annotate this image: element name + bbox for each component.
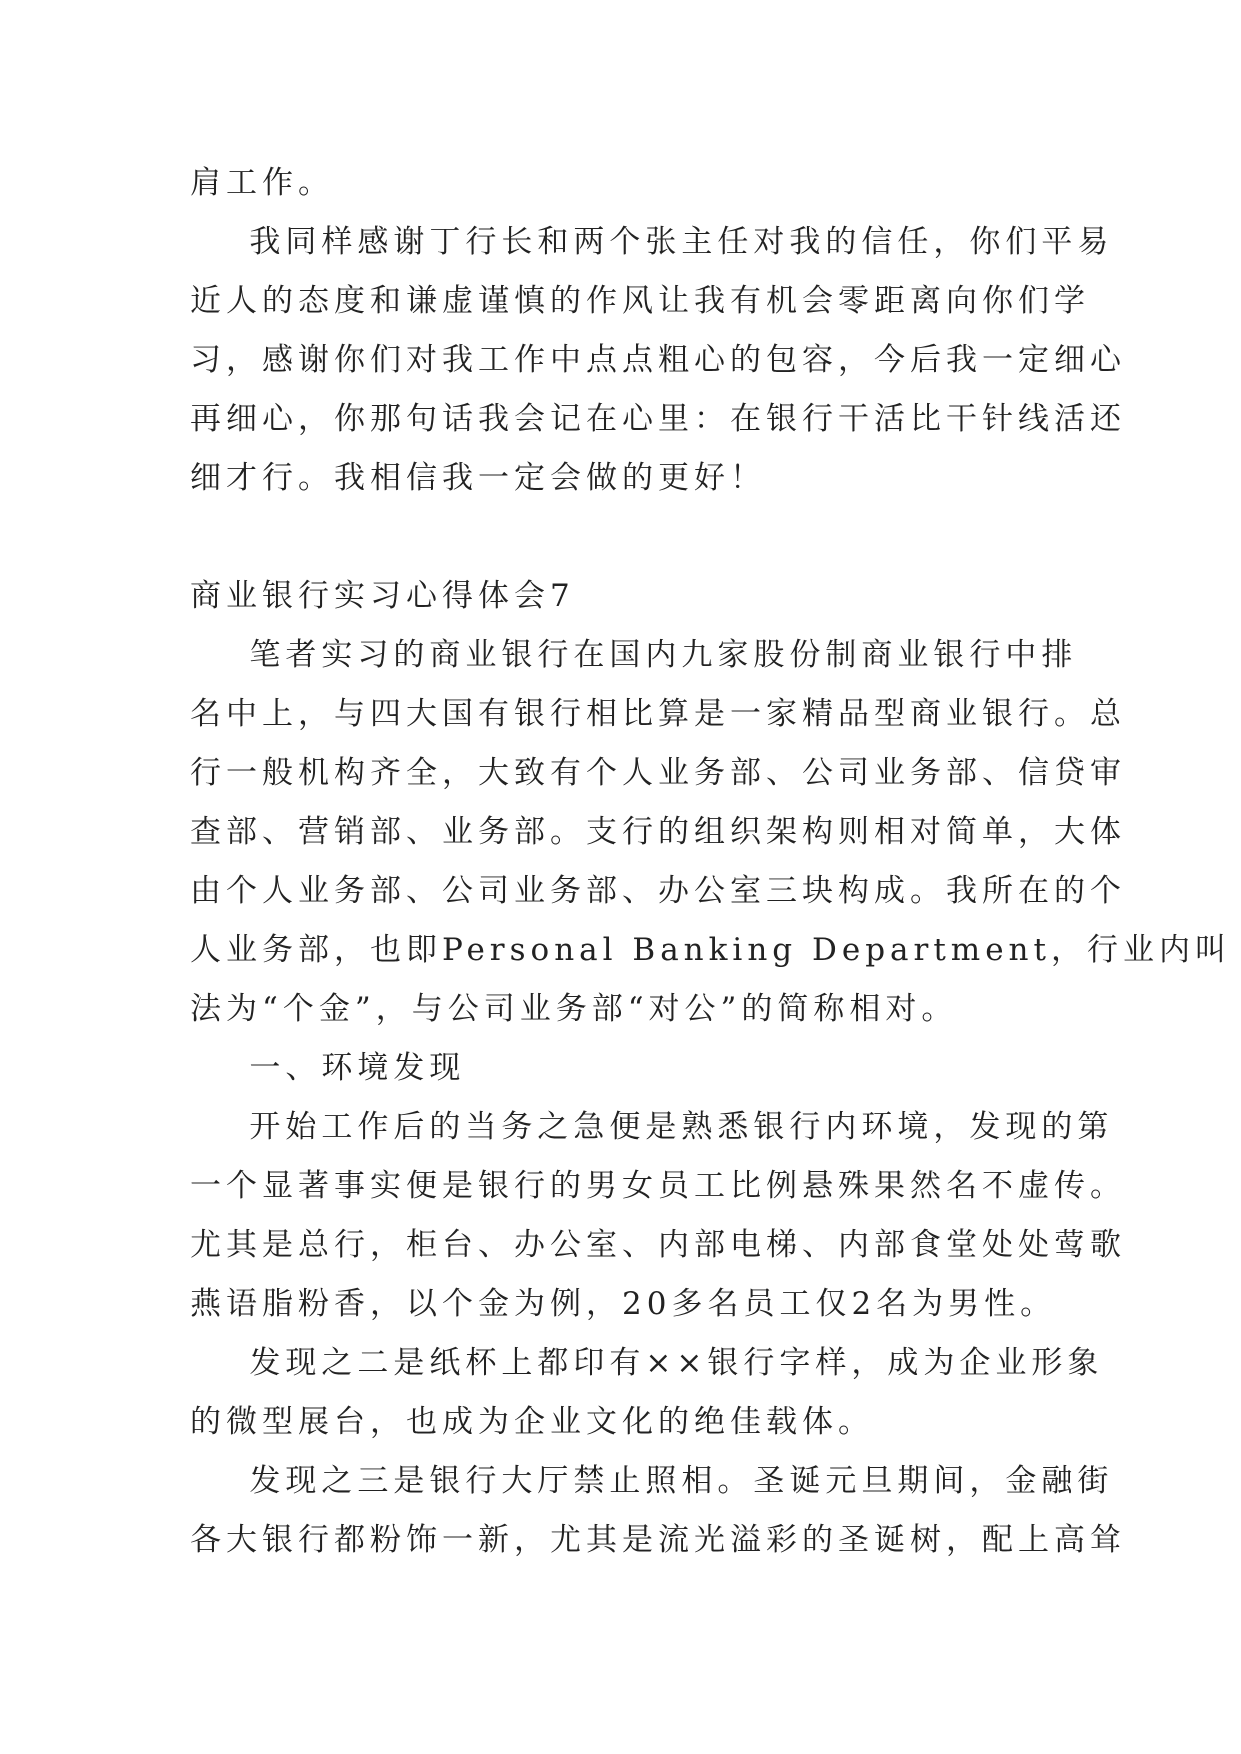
paragraph-line: 由个人业务部、公司业务部、办公室三块构成。我所在的个 <box>190 873 1126 909</box>
paragraph-line: 各大银行都粉饰一新，尤其是流光溢彩的圣诞树，配上高耸 <box>190 1522 1126 1558</box>
paragraph-line: 肩工作。 <box>190 165 334 201</box>
paragraph-line: 尤其是总行，柜台、办公室、内部电梯、内部食堂处处莺歌 <box>190 1227 1126 1263</box>
subheading: 一、环境发现 <box>190 1050 466 1086</box>
paragraph-line: 发现之三是银行大厅禁止照相。圣诞元旦期间，金融街 <box>190 1463 1114 1499</box>
paragraph-line: 人业务部，也即Personal Banking Department，行业内叫 <box>190 932 1231 968</box>
paragraph-line: 查部、营销部、业务部。支行的组织架构则相对简单，大体 <box>190 814 1126 850</box>
paragraph-line: 细才行。我相信我一定会做的更好！ <box>190 460 766 496</box>
paragraph-line: 发现之二是纸杯上都印有××银行字样，成为企业形象 <box>190 1345 1104 1381</box>
paragraph-line: 开始工作后的当务之急便是熟悉银行内环境，发现的第 <box>190 1109 1114 1145</box>
paragraph-line: 习，感谢你们对我工作中点点粗心的包容，今后我一定细心 <box>190 342 1126 378</box>
paragraph-line: 的微型展台，也成为企业文化的绝佳载体。 <box>190 1404 874 1440</box>
paragraph-line: 法为“个金”，与公司业务部“对公”的简称相对。 <box>190 991 958 1027</box>
paragraph-line: 燕语脂粉香，以个金为例，20多名员工仅2名为男性。 <box>190 1286 1057 1322</box>
paragraph-line: 行一般机构齐全，大致有个人业务部、公司业务部、信贷审 <box>190 755 1126 791</box>
paragraph-line: 再细心，你那句话我会记在心里：在银行干活比干针线活还 <box>190 401 1126 437</box>
paragraph-line: 笔者实习的商业银行在国内九家股份制商业银行中排 <box>190 637 1078 673</box>
paragraph-line: 一个显著事实便是银行的男女员工比例悬殊果然名不虚传。 <box>190 1168 1126 1204</box>
paragraph-line: 近人的态度和谦虚谨慎的作风让我有机会零距离向你们学 <box>190 283 1090 319</box>
section-heading: 商业银行实习心得体会7 <box>190 578 575 614</box>
paragraph-line: 名中上，与四大国有银行相比算是一家精品型商业银行。总 <box>190 696 1126 732</box>
paragraph-line: 我同样感谢丁行长和两个张主任对我的信任，你们平易 <box>190 224 1114 260</box>
